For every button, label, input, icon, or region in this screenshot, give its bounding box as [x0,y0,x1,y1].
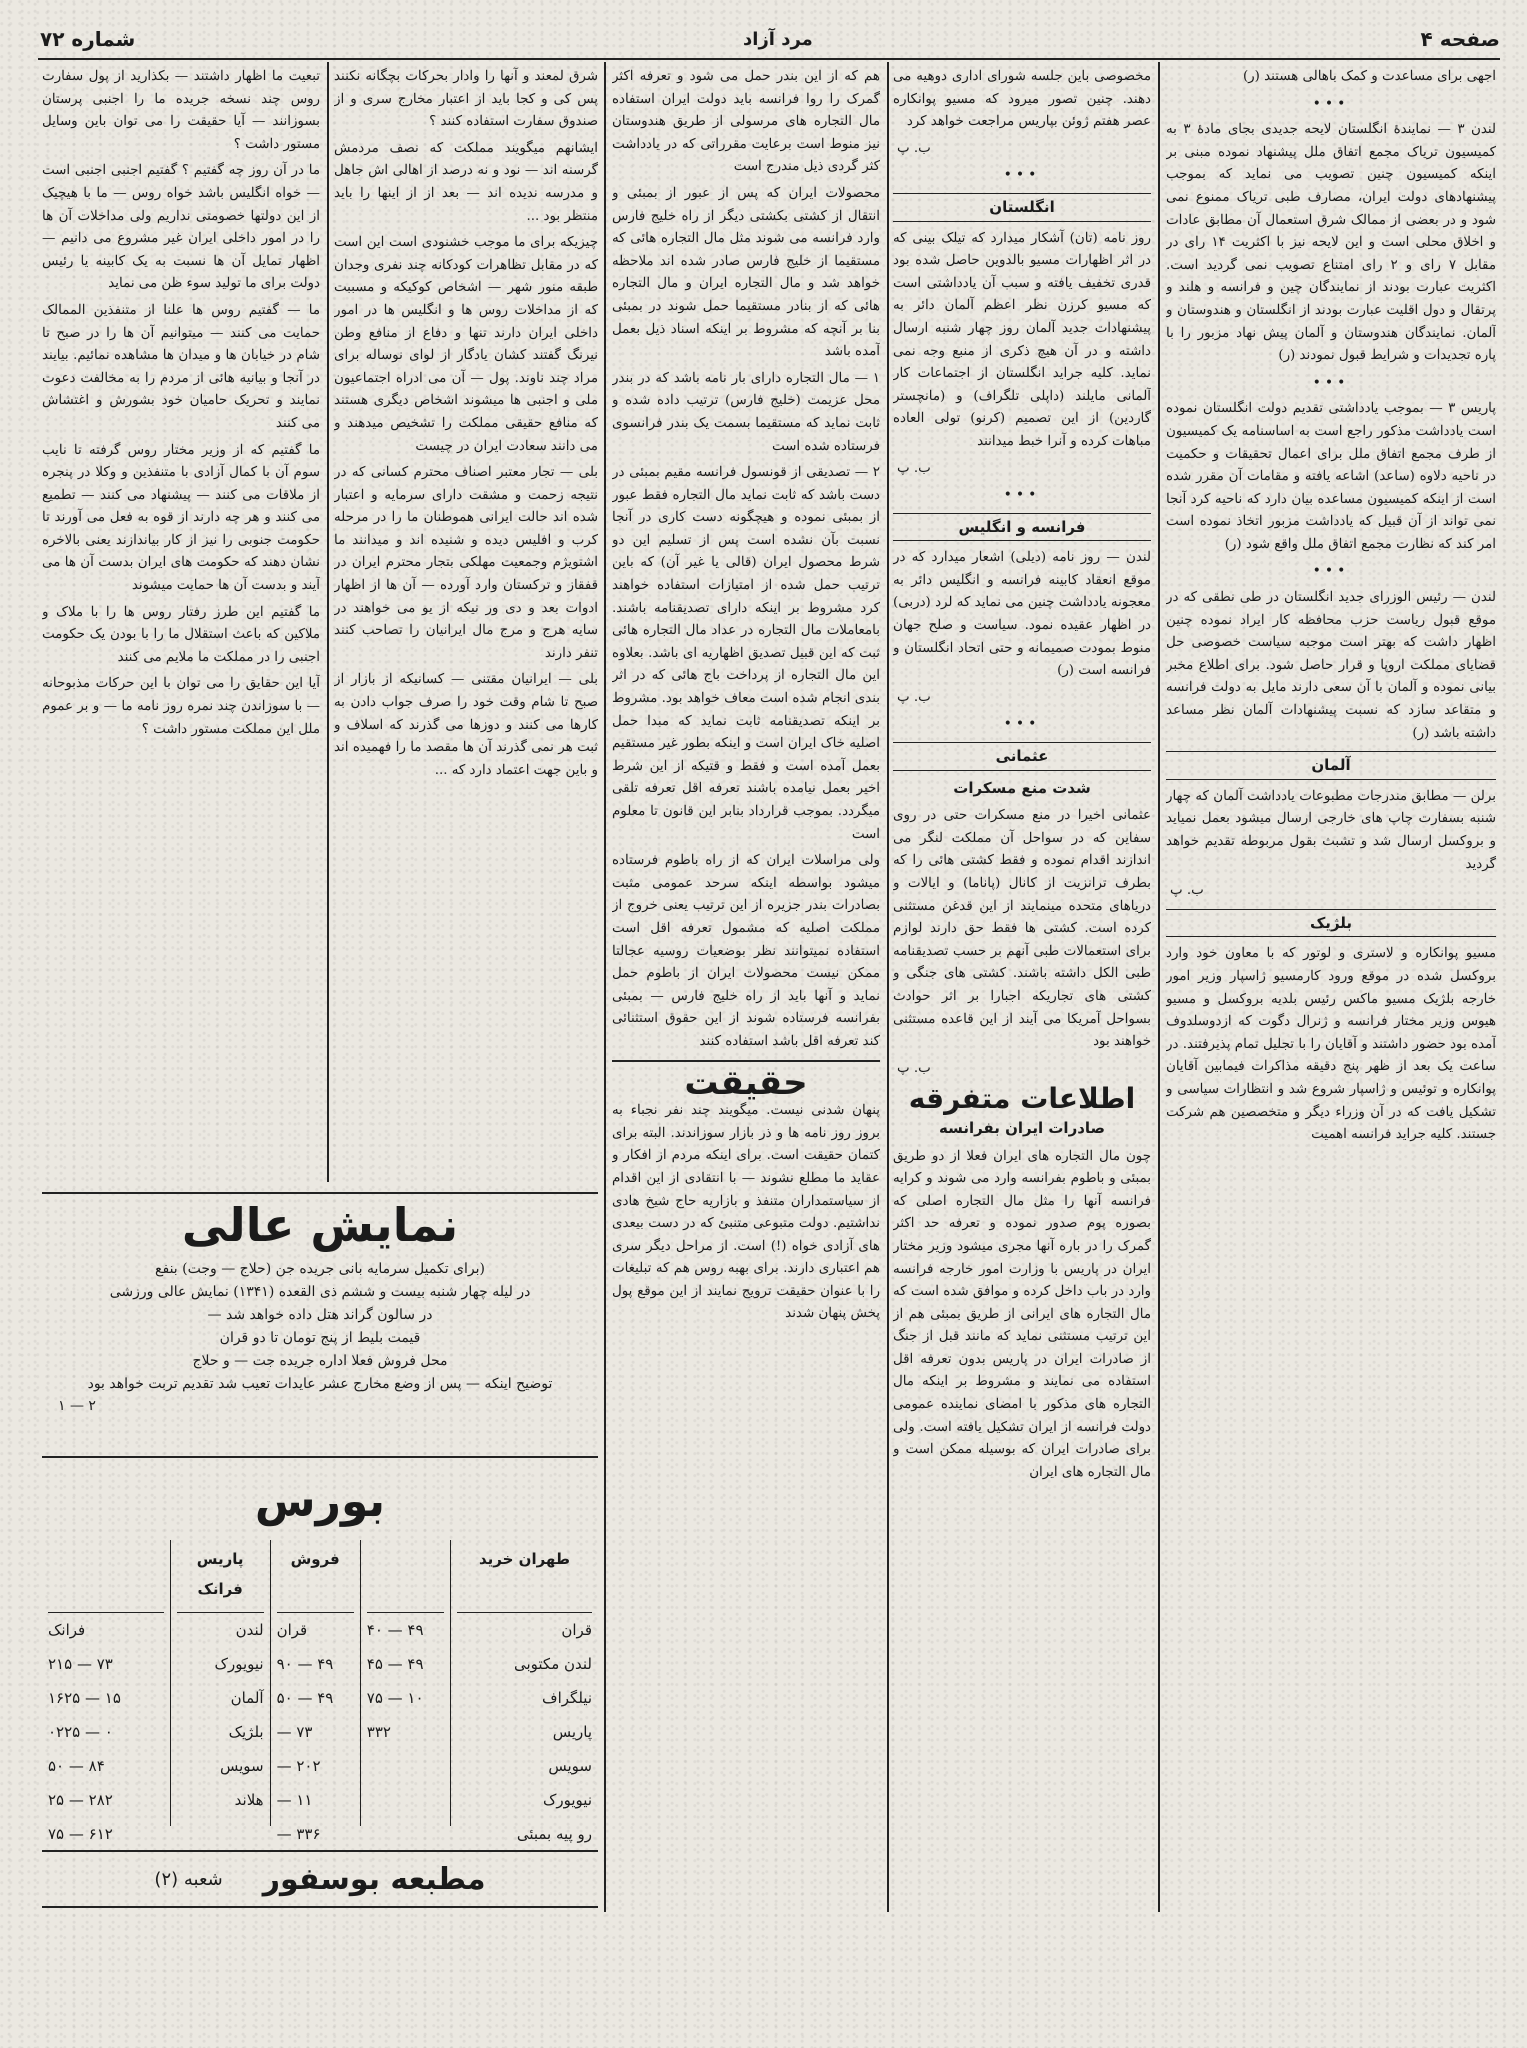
column-1 [1166,66,1496,1912]
bourse-cell: هلاند [234,1791,264,1809]
bourse-table [42,1540,598,1843]
bourse-cell: — ۱۱ [276,1791,313,1809]
bourse-section [42,1470,598,1843]
bourse-paris-cities-column [170,1540,270,1826]
col1-paragraph-4: لندن — رئیس الوزرای جدید انگلستان در طی نطقی که در موقع قبول ریاست حزب محافظه کار ایراد نموده چنین اظهار داشت که بهتر است موجبه سیاست خصوصی حل قضایای مملکت اروپا و قرار حاصل شود. برای اطلاع مخبر بیانی نموده و آلمان با آن سعی دارند مایل به دولت فرانسه و متقاعد سازد که نسبت پیشنهادات آلمان نظر مساعد داشته باشد (ر) [1166,590,1496,741]
bourse-cell: سویس [548,1757,592,1775]
bourse-cell: — ۳۳۶ [276,1825,321,1843]
bourse-header-buy: طهران خرید [457,1540,592,1613]
col5-paragraph-4: ما گفتیم که از وزیر مختار روس گرفته تا نایب سوم آن با کمال آزادی با متنفذین و وکلا در پنجره از ملاقات می کنند — پیشنهاد می کنند — تطمیع می کنند و هر چه دارند از قوه به فعل می آورند تا حکومت جنوبی را نیز از کار بیاندازند یعنی بالاخره نشان دهند که حکومت های ایران بدست آن ها می آیند و بدست آن ها حمایت میشوند [42,442,320,594]
col1-paragraph-6: مسیو پوانکاره و لاستری و لوتور که با معاون خود وارد بروکسل شده در موقع ورود کارمسیو ژاسپار وزیر امور خارجه بلژیک مسیو ماکس رئیس بلدیه بروکسل و مسیو هیوس وزیر مختار فرانسه و ژنرال دگوت که ازدوسلدوف آمده بود حضور داشتند و آقایان را با تجلیل تمام پذیرفتند. در ساعت یک بعد از ظهر پنج دقیقه مذاکرات فیمابین آقایان پوانکاره و توئیس و ژاسپار شروع شد و انتظارات سیاسی و تشکیل یافت که در آن وزراء دیگر و متخصصین هم شرکت جستند. کلیه جراید فرانسه اهمیت [1166,946,1496,1143]
bourse-sell-column [270,1540,360,1843]
bourse-header-blank [48,1540,164,1613]
issue-label: شماره ۷۲ [40,27,136,51]
separator-dots-icon: ••• [1312,563,1350,580]
bourse-cell: لندن [235,1621,264,1639]
bourse-cell: ۵۰ — ۴۹ [276,1689,334,1707]
bourse-cell: ۵۰ — ۸۴ [48,1757,105,1775]
ad-title: نمایش عالی [181,1198,459,1252]
col3-paragraph-2: محصولات ایران که پس از عبور از بمبئی و انتقال از کشتی بکشتی دیگر از راه خلیج فارس وارد فرانسه می شوند مثل مال التجاره هائی که مستقیما از خلیج فارس صادر شده اند ملاحظه خواهد شد و مال التجاره ایران و مال التجاره هائی که از بنادر مستقیما حمل شوند در بمبئی بنا بر آنچه که مشروط بر اینکه اسناد ذیل بعمل آمده باشد [612,185,880,360]
col4-paragraph-5: بلی — ایرانیان مقتنی — کسانیکه از بازار از صبح تا شام وقت خود را صرف جواب دادن به کارها می کنند و دوزها می گذرند که اسلاف و ثبت هر نمی گذرند آن ها مقصد ما را فهمیده اند و باین جهت اعتماد دارد که ... [334,672,598,778]
ad-line-2: در لیله چهار شنبه بیست و ششم ذی القعده (۱۳۴۱) نمایش عالی ورزشی [109,1284,531,1300]
ad-line-1: (برای تکمیل سرمایه بانی جریده جن (حلاج — وجت) بنفع [155,1261,485,1277]
masthead [40,22,1500,56]
bourse-cell: سویس [219,1757,264,1775]
bourse-cell: نیویورک [214,1655,264,1673]
heading-england: انگلستان [893,193,1151,222]
press-branch: شعبه (۲) [154,1868,223,1890]
heading-haghighat: حقیقت [684,1062,808,1103]
ad-line-5: محل فروش فعلا اداره جریده جت — و حلاج [192,1353,448,1369]
heading-alman: آلمان [1166,751,1496,780]
col3-paragraph-3: ۱ — مال التجاره دارای بار نامه باشد که در بندر محل عزیمت (خلیج فارس) ترتیب داده شده و ثابت نماید که مستقیما بسمت یک بندر فرانسوی فرستاده شده است [612,370,880,454]
bourse-cell: بلژیک [228,1723,264,1741]
col5-paragraph-2: ما در آن روز چه گفتیم ؟ گفتیم اجنبی اجنبی است — خواه انگلیس باشد خواه روس — ما با هیچیک از این دولتها خصومتی نداریم ولی مداخلات آن ها را در امور داخلی ایران غیر مشروع می دانیم — اظهار تمایل آن ها نسبت به یک کابینه یا رئیس دولت برای ما تولید سوء ظن می نماید [42,163,320,292]
bourse-cell: ۴۵ — ۴۹ [366,1655,424,1673]
bourse-cell: قران [561,1621,592,1639]
separator-dots-icon: ••• [1312,374,1350,391]
bourse-paris-values-column [42,1540,170,1843]
col2-signature-4: ب. پ [897,1060,931,1076]
col1-paragraph-2: لندن ۳ — نمایندۀ انگلستان لایحه جدیدی بجای مادۀ ۳ به کمیسیون تریاک مجمع اتفاق ملل پیشنهاد نموده مبنی بر اینکه کمیسیون چنین تصویب می نماید که بموجب پیشنهادهای دولت ایران، مصارف طبی تریاک ممنوع نمی شود و در بعضی از ممالک شرق استعمال آن مطابق عادات و اخلاق محلی است و این لایحه نیز با اکثریت ۱۴ رای در مقابل ۷ رای و ۲ رای امتناع تصویب نمی گردید است. اکثریت عبارت بودند از نمایندگان چین و فرانسه و هلند و پرتقال و دول اقلیت عبارت بودند از انگلستان و هندوستان و آلمان. نمایندگان هندوستان و آلمان پیش نهاد مزبور را با پاره تجدیدات و شرایط قبول نمودند (ر) [1166,122,1496,364]
section-divider [612,1060,880,1062]
col3-paragraph-5: ولی مراسلات ایران که از راه باطوم فرستاده میشود بواسطه اینکه سرحد عمومی مثبت بصادرات بندر جزیره از این ترتیب یعنی خروج از مملکت اصلیه که مشمول تعرفه اقل است استفاده نمیتوانند نظر بوضعیات روسیه عجالتا ممکن نیست محصولات ایران از باطوم حمل نماید و آنها باید از راه خلیج فارس — بمبئی بفرانسه فرستاده شوند از این حقوق استثنائی کند تعرفه اقل باشد استفاده کنند [612,853,880,1049]
col1-paragraph-1: اجهی برای مساعدت و کمک باهالی هستند (ر) [1242,69,1496,84]
bourse-title: بورس [254,1476,386,1527]
bourse-cell: ۲۱۵ — ۷۳ [48,1655,113,1673]
col2-signature-3: ب. پ [897,689,931,705]
bourse-cell: ۳۳۲ [366,1723,391,1741]
printing-press-box [42,1850,598,1908]
col3-paragraph-6: پنهان شدنی نیست. میگویند چند نفر نجباء به بروز روز نامه ها و ذر بازار سوزاندند. البته برای کتمان حقیقت است. برای اینکه مردم از افکار و عقاید ما مطلع نشوند — با انتقادی از این اقدام از سیاستمداران متنفذ و بازاریه حاج شیخ هادی نداشتیم. دولت متبوعی متنبئ که در دست بیعدی های آزادی خواه (!) است. از مراحل دیگر سری هم اعتباری دارند. برای بهبه روس هم که تبلیغات را با عنوان حقیقت ترویج نمایند از این موقع پول پخش پنهان شدند [612,1103,880,1322]
col2-paragraph-5: چون مال التجاره های ایران فعلا از دو طریق بمبئی و باطوم بفرانسه وارد می شوند و کرایه فرانسه آنها را مثل مال التجاره اصلی که بصوره پوم صدور نموده و تعرفه حد اکثر گمرک را در باره آنها مجری میشود وزیر مختار ایران در پاریس با وزارت امور خارجه فرانسه وارد در باب داخل کرده و موافق شده است که مال التجاره های ایرانی از طریق بمبئی هم از این ترتیب مستثنی نماید که مانند قبل از جنگ از صادرات ایران در پاریس بدون تعرفه اقل استفاده می نمایند و مشروط بر اینکه مال التجاره های مذکور با امضای نماینده عمومی دولت فرانسه از ایران تشکیل یافته است. ولی برای صادرات ایران که بوسیله ممکن است و مال التجاره های ایران [893,1148,1151,1480]
col2-paragraph-4: عثمانی اخیرا در منع مسکرات حتی در روی سفاین که در سواحل آن مملکت لنگر می اندازند اقدام نموده و فقط کشتی هائی را که بطرف ترانزیت از کانال (پاناما) و ایالات و دریاهای متحده مینمایند از این قدغن مستثنی کرده است. کشتی ها فقط حق دارند لوازم برای استعمالات طبی آنهم بر حسب تصدیقنامه طبی الکل داشته باشند. کشتی های جنگی و کشتی های تجاریکه اجبارا بر اثر حوادث بسواحل آمریکا می آیند از این قاعده مستثنی خواهند بود [893,808,1151,1050]
col3-paragraph-1: هم که از این بندر حمل می شود و تعرفه اکثر گمرک را روا فرانسه باید دولت ایران استفاده مال التجاره های مرسولی از طریق هندوستان نیز منوط است برعایت مقرراتی که در یادداشت کثر گردی ذیل مندرج است [612,69,880,175]
separator-dots-icon: ••• [1003,167,1041,184]
col1-paragraph-5: برلن — مطابق مندرجات مطبوعات یادداشت آلمان که چهار شنبه بسفارت چاپ های خارجی ارسال میشود بعمل نمیاید و بروکسل ارسال شد و تشبث بقول مربوطه تقدیم خواهد گردید [1166,788,1496,872]
press-name: مطبعه بوسفور [262,1861,486,1897]
heading-ottoman: عثمانی [893,742,1151,771]
col5-paragraph-1: تبعیت ما اظهار داشتند — بکذارید از پول سفارت روس چند نسخه جریده ما را اجنبی پرستان بسوزانند — آیا حقیقت را می توان باین وسایل مستور داشت ؟ [42,69,320,152]
column-rule-4 [327,62,329,1182]
col4-paragraph-4: بلی — تجار معتبر اصناف محترم کسانی که در نتیجه زحمت و مشقت دارای سرمایه و اعتبار شده اند حالت ایرانی هموطنان ما را در مرحله کرب و افلیس دیده و شنیده اند و میدانند ما اشتویژم وجمعیت مهلکی بتجار محترم ایران در قفقاز و ترکستان وارد آورده — آن ها از اظهار ادوات بعد و دی ور نیکه از یو می خواهند در سایه هرج و مرج مال ایرانیان را تصاحب کنند تنفر دارند [334,465,598,661]
bourse-buy-cities-column [450,1540,598,1843]
col4-paragraph-3: چیزیکه برای ما موجب خشنودی است این است که در مقابل تظاهرات کودکانه چند نفری وجدان طبقه منور شهر — اشخاص کوکیکه و مسببت که از مداخلات روس ها و انگلیس ها در امور داخلی ایران دارند تنها و دفاع از منافع وطن نیرنگ گفتند کشان یادگار از لوای نوساله برای مراد چند ناوند. پول — آن می ادراه اجتماعیون ملی و اجنبی ها میشوند اشخاص دیگری هستند که منافع حقیقی مملکت را تشخیص میدهند و می دانند سعادت ایران در چیست [334,235,598,454]
column-5 [42,66,320,1182]
bourse-cell: ۱۶۲۵ — ۱۵ [48,1689,121,1707]
bourse-cell: ۰۲۲۵ — ۰ [48,1723,113,1741]
column-rule-3 [604,62,606,1912]
col1-paragraph-3: پاریس ۳ — بموجب یادداشتی تقدیم دولت انگلستان نموده است یادداشت مذکور راجع است به اساسنامه یک کمیسیون از طرف مجمع اتفاق ملل برای اعمال تحقیقات و حکمیت در ناحیه دلاوه (ساعد) اشاعه یافته و مقامات آن مقرر شده است از اینکه کمیسیون مساعده بیان دارد که ناحیه کرد آنجا نمی تواند از آن قبیل که یادداشت مزبور اتخاذ نموده است امر کند که نظارت مجمع اتفاق ملل واقع شود (ر) [1166,401,1496,552]
bourse-cell: ۴۰ — ۴۹ [366,1621,424,1639]
subheading-exports: صادرات ایران بفرانسه [938,1118,1106,1137]
column-3 [612,66,880,1912]
bourse-cell: — ۷۳ [276,1723,313,1741]
bourse-cell: ۲۵ — ۲۸۲ [48,1791,113,1809]
bourse-cell: پاریس [552,1723,592,1741]
bourse-cell: آلمان [230,1689,264,1707]
heading-france-england: فرانسه و انگلیس [893,513,1151,542]
ad-line-3: در سالون گراند هتل داده خواهد شد — [207,1307,433,1323]
col2-paragraph-2: روز نامه (تان) آشکار میدارد که تیلک بینی که در اثر اظهارات مسیو بالدوین حاصل شده بود قدری تخفیف یافته و سبب آن یادداشتی است که مسیو کرزن نظر اعظم آلمان دائر به پیشنهادات جدید آلمان روز چهار شنبه ارسال داشته و در آن هیچ ذکری از منبع وجه نمی نماید. کلیه جراید انگلستان از اجتماعات کار آلمانی مایلند (داپلی تلگراف) و (مانچستر گاردین) از این تصمیم (کرنو) تولی العاده مباهات کرده و آنرا خبط میدانند [893,230,1151,449]
separator-dots-icon: ••• [1003,716,1041,733]
col2-signature-2: ب. پ [897,460,931,476]
col5-paragraph-3: ما — گفتیم روس ها علنا از متنفذین الممالک حمایت می کنند — میتوانیم آن ها را در صبح تا شام در خیابان ها و میدان ها مشاهده نمائیم. بیایند در آنجا و بیانیه هائی از مردم را به مخالفت دعوت نمایند و تحریک حامیان خود بشورش و اغتشاش می کنند [42,302,320,431]
bourse-cell: ۷۵ — ۱۰ [366,1689,424,1707]
column-2 [893,66,1151,1912]
bourse-cell: — ۲۰۲ [276,1757,321,1775]
separator-dots-icon: ••• [1003,487,1041,504]
paper-name: مرد آزاد [743,28,813,50]
col4-paragraph-2: ایشانهم میگویند مملکت که نصف مردمش گرسنه اند — نود و نه درصد از اهالی اش جاهل و مدرسه ندیده اند — بعد از از اینها را باید منتظر بود ... [334,140,598,224]
bourse-cell: ۹۰ — ۴۹ [276,1655,334,1673]
separator-dots-icon: ••• [1312,95,1350,112]
bourse-cell: نیلگراف [542,1689,592,1707]
col4-paragraph-1: شرق لمعند و آنها را وادار بحرکات بچگانه نکنند پس کی و کجا باید از اعتبار مخارج سری و از صندوق سفارت استفاده کنند ؟ [334,69,598,130]
bourse-header-sell: فروش [277,1540,354,1613]
heading-belgium: بلژیک [1166,909,1496,938]
bourse-header-paris: پاریس فرانک [177,1540,264,1613]
col3-paragraph-4: ۲ — تصدیقی از قونسول فرانسه مقیم بمبئی در دست باشد که ثابت نماید مال التجاره فقط عبور از بمبئی نموده و هیچگونه دست کاری در آنجا نسبت بآن نشده است پس از تسلیم این دو شرط محصول ایران (قالی یا غیر آن) که باین ترتیب حمل شده از امتیازات استفاده خواهند کرد مشروط بر اینکه دارای تصدیقنامه باشند. بامعاملات مال التجاره در عداد مال التجاره هائی ثبت که این قبیل تصدیق اظهاریه ای باشد. بعلاوه این مال التجاره از پرداخت باج هائی که در اثر بندی انجام شده است معاف خواهد بود. مشروط بر اینکه تصدیقنامه ثابت نماید که مبدا حمل اصلیه خاک ایران است و اینکه بطور غیر مستقیم بعمل آمده است و فقط و قتیکه از این شرط اخیر بعمل نیامده باشند تعرفه اقل تعرفه تلقی میگردد. بموجب قرارداد بنابر این قانون تا معلوم است [612,465,880,842]
bourse-cell: قران [276,1621,308,1639]
page-label: صفحه ۴ [1420,27,1500,51]
ad-line-6: توضیح اینکه — پس از وضع مخارج عشر عایدات تعیب شد تقدیم تربت خواهد بود [87,1376,553,1392]
bourse-header-blank [367,1540,444,1613]
bourse-buy-values-column [360,1540,450,1826]
bourse-cell: فرانک [48,1621,86,1639]
ad-line-4: قیمت بلیط از پنج تومان تا دو قران [219,1330,421,1346]
col1-signature: ب. پ [1170,883,1204,899]
column-rule-1 [1158,62,1160,1912]
col5-paragraph-6: آیا این حقایق را می توان با این حرکات مذبوحانه — با سوزاندن چند نمره روز نامه ما — و بر عموم ملل این مملکت مستور داشت ؟ [42,676,320,737]
col2-signature-1: ب. پ [897,140,931,156]
col2-paragraph-3: لندن — روز نامه (دیلی) اشعار میدارد که در موقع انعقاد کابینه فرانسه و انگلیس دائر به معجونه یادداشت چنین می نماید که لرد (دربی) در اظهار عقیده نمود. سیاست و صلح جهان منوط بمودت صمیمانه و حتی اتحاد انگلستان و فرانسه است (ر) [893,550,1151,679]
bourse-cell: نیویورک [542,1791,592,1809]
top-rule [38,58,1500,60]
subheading-prohibition: شدت منع مسکرات [953,778,1091,797]
heading-misc-news: اطلاعات متفرقه [908,1082,1136,1116]
col2-paragraph-1: مخصوصی باین جلسه شورای اداری دوهیه می دهند. چنین تصور میرود که مسیو پوانکاره عصر هفتم ژوئن بپاریس مراجعت خواهد کرد [893,69,1151,130]
column-rule-2 [887,62,889,1912]
advertisement-box [42,1192,598,1458]
ad-number: ۱ — ۲ [58,1398,96,1414]
column-4 [334,66,598,1182]
bourse-cell: لندن مکتوبی [513,1655,592,1673]
bourse-cell: رو پیه بمبئی [516,1825,592,1843]
bourse-cell: ۷۵ — ۶۱۲ [48,1825,113,1843]
col5-paragraph-5: ما گفتیم این طرز رفتار روس ها را با ملاک و ملاکین که باعث استقلال ما را با بودن یک حکومت اجنبی را در مملکت ما ملایم می کنند [42,604,320,665]
